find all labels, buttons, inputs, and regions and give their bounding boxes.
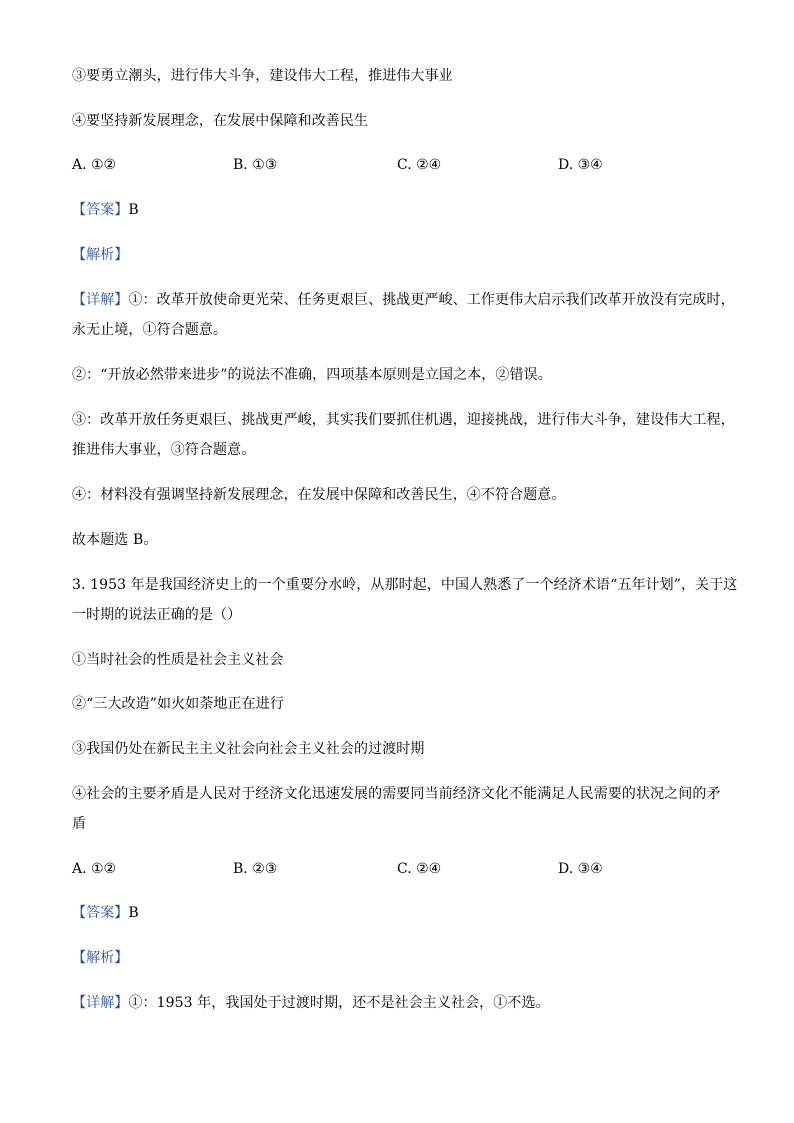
answer-value: B: [128, 202, 139, 218]
document-page: [72, 0, 738, 1123]
q3-statement-2: ②“三大改造”如火如荼地正在进行: [72, 696, 284, 712]
question-3-stem: 3. 1953 年是我国经济史上的一个重要分水岭，从那时起，中国人熟悉了一个经济术语“五年计划”，关于这: [72, 577, 738, 593]
q3-analysis-tag: 【解析】: [72, 950, 129, 966]
option-c: C. ②④: [397, 157, 442, 173]
answer-line: [72, 200, 139, 220]
statement-4: ④要坚持新发展理念，在发展中保障和改善民生: [72, 113, 369, 129]
q3-statement-1: ①当时社会的性质是社会主义社会: [72, 652, 284, 668]
q3-statement-4-cont: 盾: [72, 816, 87, 832]
question-3-stem-cont: 一时期的说法正确的是（）: [72, 607, 242, 623]
detail-text: ①：改革开放使命更光荣、任务更艰巨、挑战更严峻、工作更伟大启示我们改革开放没有完成时，: [128, 292, 735, 308]
detail-text: ①：1953 年，我国处于过渡时期，还不是社会主义社会，①不选。: [128, 995, 550, 1011]
detail-line-4: ④：材料没有强调坚持新发展理念，在发展中保障和改善民生，④不符合题意。: [72, 487, 566, 503]
answer-options: [72, 155, 722, 175]
answer-tag: 【答案】: [72, 905, 129, 921]
statement-3: ③要勇立潮头，进行伟大斗争，建设伟大工程，推进伟大事业: [72, 68, 453, 84]
detail-line-3: ③：改革开放任务更艰巨、挑战更严峻，其实我们要抓住机遇，迎接挑战，进行伟大斗争，建设伟大工程，: [72, 412, 735, 428]
option-a: A. ①②: [72, 157, 117, 173]
q3-answer-options: [72, 859, 722, 879]
option-c: C. ②④: [397, 861, 442, 877]
detail-tag: 【详解】: [72, 292, 129, 308]
option-b: B. ①③: [233, 157, 278, 173]
conclusion: 故本题选 B。: [72, 532, 158, 548]
option-d: D. ③④: [558, 157, 603, 173]
q3-statement-4: ④社会的主要矛盾是人民对于经济文化迅速发展的需要同当前经济文化不能满足人民需要的状况之间的矛: [72, 786, 721, 802]
q3-statement-3: ③我国仍处在新民主主义社会向社会主义社会的过渡时期: [72, 741, 425, 757]
detail-line-1: [72, 290, 735, 310]
option-b: B. ②③: [233, 861, 278, 877]
option-d: D. ③④: [558, 861, 603, 877]
option-a: A. ①②: [72, 861, 117, 877]
detail-line-3-cont: 推进伟大事业，③符合题意。: [72, 442, 256, 458]
detail-line-1-cont: 永无止境，①符合题意。: [72, 322, 228, 338]
answer-value: B: [128, 905, 139, 921]
analysis-tag: 【解析】: [72, 247, 129, 263]
answer-tag: 【答案】: [72, 202, 129, 218]
detail-tag: 【详解】: [72, 995, 129, 1011]
detail-line-2: ②：“开放必然带来进步”的说法不准确，四项基本原则是立国之本，②错误。: [72, 367, 552, 383]
q3-detail-line-1: [72, 993, 550, 1013]
q3-answer-line: [72, 903, 139, 923]
